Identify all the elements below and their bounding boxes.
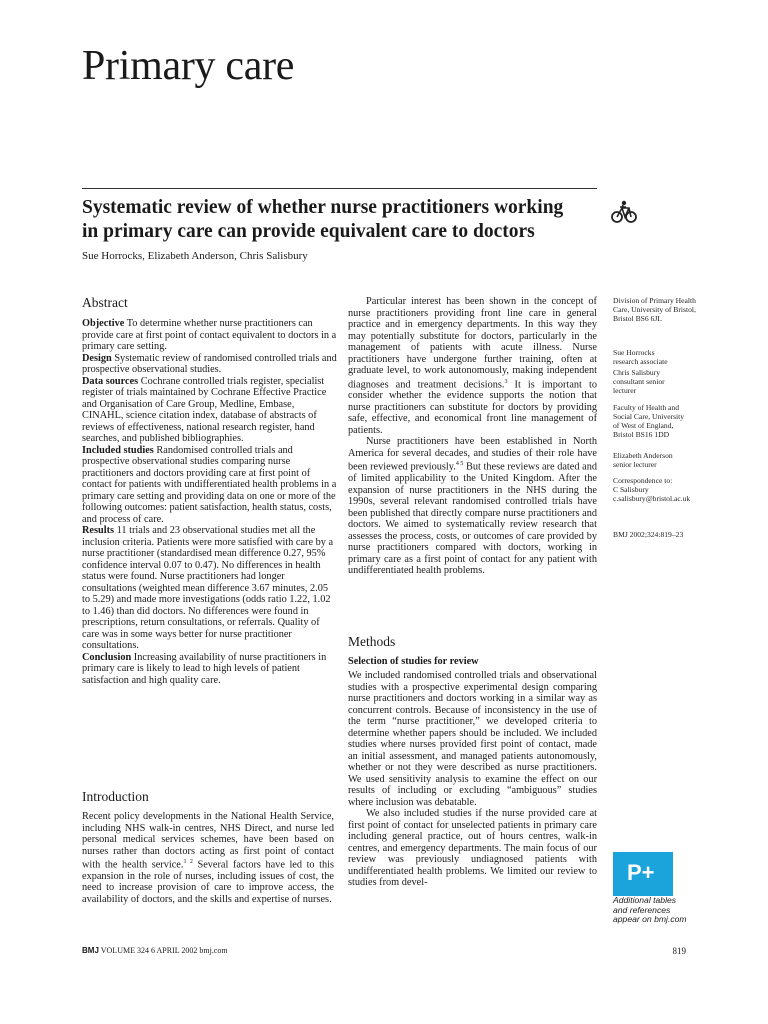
methods-heading: Methods xyxy=(348,634,396,649)
results-label: Results xyxy=(82,525,115,536)
p1-text-b: It is important to consider whether the evidence supports the notion that nurse practitioners can substitute for doctors by providing safe, effective, and economical front line management of patients. xyxy=(348,378,597,436)
affiliation-2: Faculty of Health and Social Care, University of West of England, Bristol BS16 1DD xyxy=(613,403,685,439)
methods-paragraph-1: We included randomised controlled trials and observational studies with a prospective experimental design comparing nurse practitioners and doctors working in a similar way as concurrent controls. Because of inconsistency in the use of the term “nurse practitioner,” we developed criteria to determine whether papers should be included. We included studies where nurses provided first point of contact, made an initial assessment, and managed patients autonomously, whether or not they were described as nurse practitioners. We used sensitivity analysis to examine the effect on our results of including or excluding “ambiguous” studies where inclusion was debatable. xyxy=(348,670,597,808)
correspondence-name: C Salisbury xyxy=(613,485,649,494)
p2-text-a: Nurse practitioners have been established in North America for several decades, and studies of their role have been reviewed previously. xyxy=(348,436,597,473)
objective-text: To determine whether nurse practitioners can provide care at first point of contact equivalent to doctors in a primary care setting. xyxy=(82,318,337,352)
web-extra-note: Additional tables and references appear on bmj.com xyxy=(613,895,687,925)
abstract-design xyxy=(82,353,337,376)
author-role-3: senior lecturer xyxy=(613,460,657,469)
title-line-2: in primary care can provide equivalent care to doctors xyxy=(82,221,535,242)
author-role-1: research associate xyxy=(613,357,668,366)
author-role-2: consultant senior lecturer xyxy=(613,377,665,395)
article-title xyxy=(82,196,587,244)
p2-ref: 4 5 xyxy=(455,461,464,468)
page-number: 819 xyxy=(672,946,686,956)
included-label: Included studies xyxy=(82,444,154,456)
footer-journal: BMJ xyxy=(82,946,99,955)
page-footer xyxy=(82,946,228,955)
abstract-conclusion xyxy=(82,652,337,687)
title-line-1: Systematic review of whether nurse practitioners working xyxy=(82,197,564,218)
p1-text-a: Particular interest has been shown in the concept of nurse practitioners providing front line care in general practice and in emergency departments. In this way they may potentially substitute for doctors, particularly in the management of patients with acute illness. Nurse practitioners have undergone further training, often at graduate level, to work autonomously, making independent diagnoses and treatment decisions. xyxy=(348,296,597,390)
footer-issue: VOLUME 324 6 APRIL 2002 bmj.com xyxy=(98,946,228,955)
design-text: Systematic review of randomised controlled trials and prospective observational studies. xyxy=(82,352,337,375)
header-rule xyxy=(82,188,597,189)
p1-ref: 3 xyxy=(504,378,508,385)
methods-body xyxy=(348,670,597,889)
author-name-1: Sue Horrocks xyxy=(613,348,655,357)
objective-label: Objective xyxy=(82,318,125,329)
abstract-body xyxy=(82,318,337,686)
data-sources-label: Data sources xyxy=(82,375,139,387)
author-name-2: Chris Salisbury xyxy=(613,368,661,377)
included-text: Randomised controlled trials and prospective observational studies comparing nurse practitioners and doctors providing care at first point of contact for patients with undifferentiated health problems in a primary care setting and providing data on one or more of the following outcomes: patient satisfaction, health status, costs, and process of care. xyxy=(82,444,337,525)
correspondence-email: c.salisbury@bristol.ac.uk xyxy=(613,494,691,503)
intro-continuation xyxy=(348,296,597,577)
results-text: 11 trials and 23 observational studies met all the inclusion criteria. Patients were more satisfied with care by a nurse practitioner (standardised mean difference 0.27, 95% confidence interval 0.07 to 0.47). No differences in health status were found. Nurse practitioners had longer consultations (weighted mean difference 3.67 minutes, 2.05 to 5.29) and made more investigations (odds ratio 1.22, 1.02 to 1.46) than did doctors. No differences were found in prescriptions, return consultations, or referrals. Quality of care was in some ways better for nurse practitioner consultations. xyxy=(82,525,334,651)
selection-subheading: Selection of studies for review xyxy=(348,656,479,667)
abstract-results xyxy=(82,525,337,652)
intro-ref: 1 2 xyxy=(183,859,193,865)
intro-text-b: Several factors have led to this expansion in the role of nurses, including issues of cost, the need to increase provision of care to improve access, the availability of doctors, and the skills and expertise of nurses. xyxy=(82,859,335,905)
paragraph-1 xyxy=(348,296,597,436)
abstract-objective xyxy=(82,318,337,353)
correspondence-label: Correspondence to: xyxy=(613,476,673,485)
data-sources-text: Cochrane controlled trials register, specialist register of trials maintained by Cochrane Effective Practice and Organisation of Care Group, Medline, Embase, CINAHL, science citation index, database of abstracts of reviews of effectiveness, national research register, hand searches, and published bibliographies. xyxy=(82,375,327,444)
author-list: Sue Horrocks, Elizabeth Anderson, Chris Salisbury xyxy=(82,250,308,262)
intro-text-a: Recent policy developments in the National Health Service, including NHS walk-in centres, NHS Direct, and nurse led personal medical services schemes, have been based on nurses rather than doctors acting as first point of contact with the health service. xyxy=(82,811,334,871)
abstract-data-sources xyxy=(82,376,337,445)
abstract-heading: Abstract xyxy=(82,295,128,310)
p2-text-b: But these reviews are dated and of limited applicability to the United Kingdom. After the expansion of nurse practitioners in the NHS during the 1990s, several relevant randomised controlled trials have been published that directly compare nurse practitioners and doctors. We aimed to systematically review research that assesses the process, costs, or outcomes of care provided by nurse practitioners compared with doctors, working in primary care as a first point of contact for any patient with undifferentiated health problems. xyxy=(348,461,597,577)
affiliation-1: Division of Primary Health Care, University of Bristol, Bristol BS6 6JL xyxy=(613,296,696,323)
citation: BMJ 2002;324:819–23 xyxy=(613,530,684,539)
bicycle-icon xyxy=(611,200,637,224)
conclusion-text: Increasing availability of nurse practitioners in primary care is likely to lead to high levels of patient satisfaction and high quality care. xyxy=(82,651,327,686)
design-label: Design xyxy=(82,352,112,364)
paragraph-2 xyxy=(348,436,597,576)
abstract-included xyxy=(82,445,337,526)
methods-paragraph-2: We also included studies if the nurse provided care at first point of contact for unselected patients in primary care including general practice, out of hours centres, walk-in centres, and emergency departments. The main focus of our review was previously undiagnosed patients with undifferentiated health problems. We limited our review to studies from devel- xyxy=(348,808,597,888)
section-header: Primary care xyxy=(82,43,295,89)
introduction-paragraph xyxy=(82,811,334,905)
author-name-3: Elizabeth Anderson xyxy=(613,451,673,460)
conclusion-label: Conclusion xyxy=(82,651,132,663)
web-extra-badge-label: P+ xyxy=(627,860,655,885)
introduction-heading: Introduction xyxy=(82,789,149,804)
